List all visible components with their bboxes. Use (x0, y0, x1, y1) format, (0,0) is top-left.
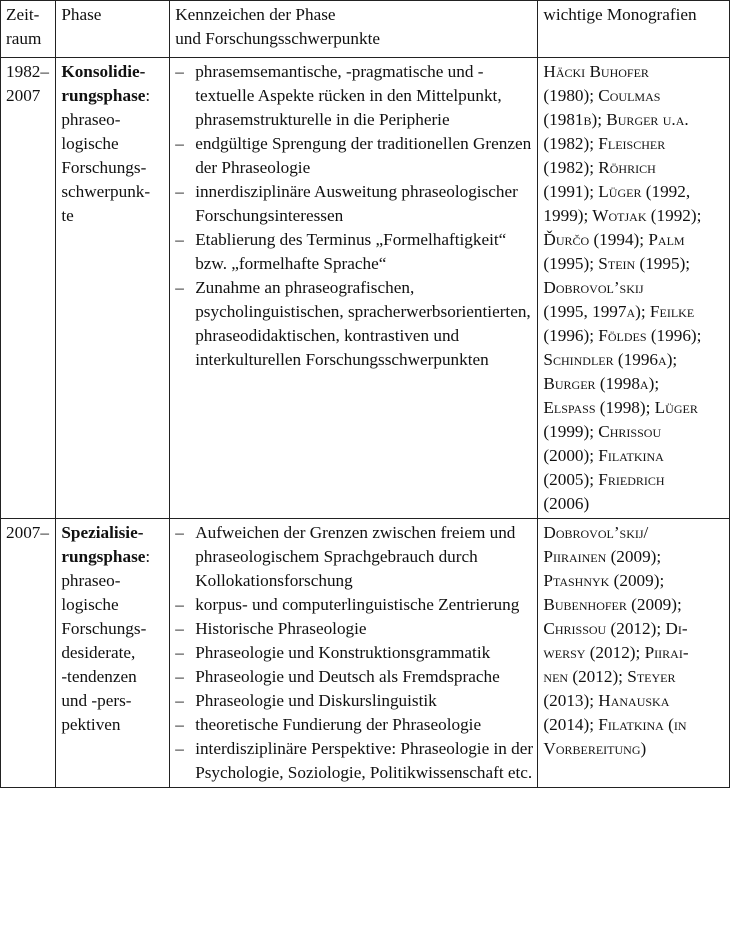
feature-text: phrasemsemantische, -pragmatische und -textuelle Aspekte rücken in den Mittelpunkt, phrasemstrukturelle in die Peripherie (195, 62, 502, 129)
feature-text: Phraseologie und Deutsch als Fremdsprache (195, 667, 500, 686)
monografien-cell (538, 519, 730, 788)
list-item: – interdisziplinäre Perspektive: Phraseologie in der Psychologie, Soziologie, Politikwissenschaft etc. (175, 739, 534, 782)
features-cell (170, 519, 538, 788)
list-item: – Phraseologie und Deutsch als Fremdsprache (175, 667, 500, 686)
feature-list (175, 60, 533, 372)
phase-colon: : (145, 547, 151, 566)
phase-name: Konsolidie- rungsphase (61, 62, 146, 105)
feature-text: innerdisziplinäre Ausweitung phraseologischer Forschungsinteressen (195, 182, 518, 225)
header-kennzeichen: Kennzeichen der Phase und Forschungsschwerpunkte (170, 1, 538, 58)
features-cell (170, 58, 538, 519)
feature-text: korpus- und computerlinguistische Zentrierung (195, 595, 520, 614)
phase-description: phraseo- logische Forschungs- schwerpunk- te (61, 110, 151, 225)
header-monografien: wichtige Monografien (538, 1, 730, 58)
list-item: – theoretische Fundierung der Phraseologie (175, 715, 482, 734)
list-item: – Phraseologie und Konstruktionsgrammatik (175, 643, 491, 662)
phase-name: Spezialisie- rungsphase (61, 523, 146, 566)
feature-text: Aufweichen der Grenzen zwischen freiem und phraseologischem Sprachgebrauch durch Kollokationsforschung (195, 523, 516, 590)
list-item: – innerdisziplinäre Ausweitung phraseologischer Forschungsinteressen (175, 182, 518, 225)
list-item: – Aufweichen der Grenzen zwischen freiem und phraseologischem Sprachgebrauch durch Kollokationsforschung (175, 523, 516, 590)
list-item: – korpus- und computerlinguistische Zentrierung (175, 595, 520, 614)
header-row (1, 1, 730, 58)
list-item: – Historische Phraseologie (175, 619, 367, 638)
feature-text: Historische Phraseologie (195, 619, 367, 638)
phase-description: phraseo- logische Forschungs- desiderate, -tendenzen und -pers- pektiven (61, 571, 147, 734)
monografien-cell (538, 58, 730, 519)
list-item: – Etablierung des Terminus „Formelhaftigkeit“ bzw. „formelhafte Sprache“ (175, 230, 507, 273)
header-zeitraum: Zeit- raum (1, 1, 56, 58)
feature-text: Zunahme an phraseografischen, psycholinguistischen, spracherwerbsorientierten, phraseodidaktischen, kontrastiven und interkulturellen Forschungsschwerpunkten (195, 278, 531, 369)
header-phase: Phase (56, 1, 170, 58)
list-item: – endgültige Sprengung der traditionellen Grenzen der Phraseologie (175, 134, 532, 177)
monografien-text: Häcki Buhofer (1980); Coulmas (1981b); Burger u.a. (1982); Fleischer (1982); Röhrich (1991); Lüger (1992, 1999); Wotjak (1992); Ďurčo (1994); Palm (1995); Stein (1995); Dobrovol’skij (1995, 1997a); Feilke (1996); Földes (1996); Schindler (1996a); Burger (1998a); Elspass (1998); Lüger (1999); Chrissou (2000); Filatkina (2005); Friedrich (2006) (543, 62, 702, 513)
zeitraum-cell: 1982– 2007 (1, 58, 56, 519)
feature-text: Phraseologie und Diskurslinguistik (195, 691, 437, 710)
phase-cell (56, 58, 170, 519)
phase-colon: : (145, 86, 151, 105)
feature-list (175, 521, 533, 785)
monografien-text: Dobrovol’skij/ Piirainen (2009); Ptashnyk (2009); Bubenhofer (2009); Chrissou (2012); Di- wersy (2012); Piirai- nen (2012); Steyer (2013); Hanauska (2014); Filatkina (in Vorbereitung) (543, 523, 689, 758)
feature-text: endgültige Sprengung der traditionellen Grenzen der Phraseologie (195, 134, 532, 177)
table-row (1, 58, 730, 519)
table-row (1, 519, 730, 788)
phase-cell (56, 519, 170, 788)
list-item: – Phraseologie und Diskurslinguistik (175, 691, 437, 710)
list-item: – Zunahme an phraseografischen, psycholinguistischen, spracherwerbsorientierten, phraseodidaktischen, kontrastiven und interkulturellen Forschungsschwerpunkten (175, 278, 531, 369)
feature-text: Phraseologie und Konstruktionsgrammatik (195, 643, 491, 662)
zeitraum-cell: 2007– (1, 519, 56, 788)
list-item: – phrasemsemantische, -pragmatische und -textuelle Aspekte rücken in den Mittelpunkt, phrasemstrukturelle in die Peripherie (175, 62, 502, 129)
feature-text: theoretische Fundierung der Phraseologie (195, 715, 482, 734)
feature-text: interdisziplinäre Perspektive: Phraseologie in der Psychologie, Soziologie, Politikwissenschaft etc. (195, 739, 534, 782)
feature-text: Etablierung des Terminus „Formelhaftigkeit“ bzw. „formelhafte Sprache“ (195, 230, 507, 273)
